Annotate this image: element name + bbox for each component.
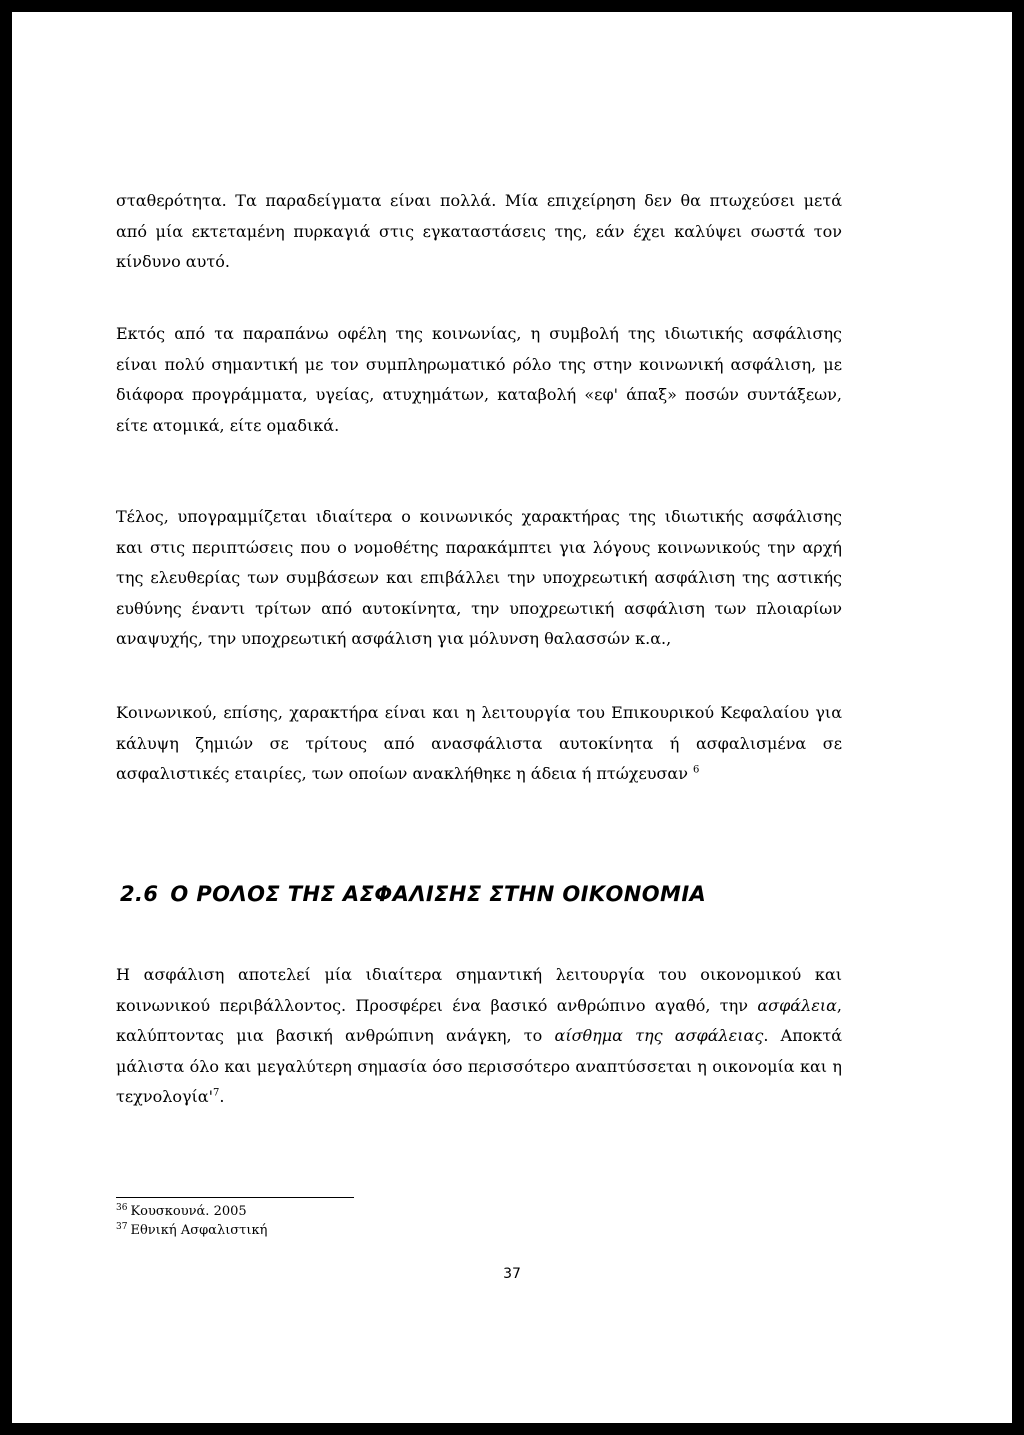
section-title: Ο ΡΟΛΟΣ ΤΗΣ ΑΣΦΑΛΙΣΗΣ ΣΤΗΝ ΟΙΚΟΝΟΜΙΑ bbox=[170, 882, 707, 906]
page-number: 37 bbox=[503, 1266, 521, 1282]
paragraph-text-part1: Η ασφάλιση αποτελεί μία ιδιαίτερα σημαντική λειτουργία του οικονομικού και κοινωνικού περιβάλλοντος. Προσφέρει ένα βασικό ανθρώπινο αγαθό, την bbox=[116, 965, 842, 1015]
paragraph-auxiliary-fund-text: Κοινωνικού, επίσης, χαρακτήρα είναι και η λειτουργία του Επικουρικού Κεφαλαίου για κάλυψη ζημιών σε τρίτους από ανασφάλιστα αυτοκίνητα ή ασφαλισμένα σε ασφαλιστικές εταιρίες, των οποίων ανακλήθηκε η άδεια ή πτώχευσαν bbox=[116, 703, 842, 783]
footnote-text: Εθνική Ασφαλιστική bbox=[130, 1223, 268, 1238]
paragraph-stability: σταθερότητα. Τα παραδείγματα είναι πολλά. Μία επιχείρηση δεν θα πτωχεύσει μετά από μία εκτεταμένη πυρκαγιά στις εγκαταστάσεις της, εάν έχει καλύψει σωστά τον κίνδυνο αυτό. bbox=[116, 191, 842, 271]
paragraph-auxiliary-fund bbox=[116, 698, 842, 790]
footnotes-list bbox=[116, 1202, 267, 1240]
emphasis-sense-of-security: αίσθημα της ασφάλειας bbox=[554, 1026, 764, 1045]
section-heading bbox=[120, 882, 706, 906]
paragraph-text-part3: . Αποκτά μάλιστα όλο και μεγαλύτερη σημασία όσο περισσότερο αναπτύσσεται η οικονομία και η τεχνολογία' bbox=[116, 1026, 842, 1106]
paragraph-social-character: Τέλος, υπογραμμίζεται ιδιαίτερα ο κοινωνικός χαρακτήρας της ιδιωτικής ασφάλισης και στις περιπτώσεις που ο νομοθέτης παρακάμπτει για λόγους κοινωνικούς την αρχή της ελευθερίας των συμβάσεων και επιβάλλει την υποχρεωτική ασφάλιση της αστικής ευθύνης έναντι τρίτων από αυτοκίνητα, την υποχρεωτική ασφάλιση των πλοιαρίων αναψυχής, την υποχρεωτική ασφάλιση για μόλυνση θαλασσών κ.α., bbox=[116, 507, 842, 648]
footnote-mark: 37 bbox=[116, 1221, 128, 1232]
footnote-reference: 7 bbox=[213, 1087, 220, 1099]
footnote-mark: 36 bbox=[116, 1202, 128, 1213]
emphasis-security: ασφάλεια bbox=[757, 995, 837, 1015]
footnote-item bbox=[116, 1221, 267, 1240]
footnote-text: Κουσκουνά. 2005 bbox=[130, 1204, 247, 1219]
paragraph-text-end: . bbox=[219, 1087, 225, 1106]
section-number: 2.6 bbox=[120, 882, 159, 906]
paragraph-text-part2: , καλύπτοντας μια βασική ανθρώπινη ανάγκη, το bbox=[116, 995, 842, 1045]
footnote-item bbox=[116, 1202, 267, 1221]
footnote-reference: 6 bbox=[693, 764, 700, 776]
footnote-divider bbox=[116, 1197, 354, 1198]
paragraph-insurance-in-economy bbox=[116, 960, 842, 1113]
document-page bbox=[12, 12, 1012, 1423]
paragraph-private-insurance-contribution: Εκτός από τα παραπάνω οφέλη της κοινωνίας, η συμβολή της ιδιωτικής ασφάλισης είναι πολύ σημαντική με τον συμπληρωματικό ρόλο της στην κοινωνική ασφάλιση, με διάφορα προγράμματα, υγείας, ατυχημάτων, καταβολή «εφ' άπαξ» ποσών συντάξεων, είτε ατομικά, είτε ομαδικά. bbox=[116, 324, 842, 435]
